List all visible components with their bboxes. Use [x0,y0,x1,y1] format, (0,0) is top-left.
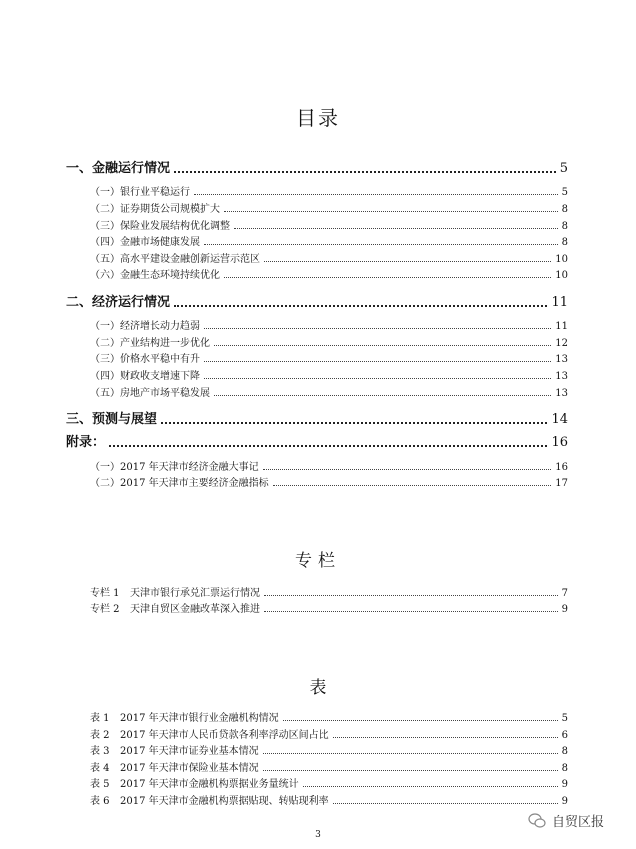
toc-item-label: （一）银行业平稳运行 [90,187,190,198]
table-item-label [90,759,259,774]
table-number: 表 1 [90,713,110,724]
leader-dots [263,469,552,470]
leader-dots [234,228,558,229]
column-item-label [90,584,260,599]
table-title: 2017 年天津市人民币贷款各利率浮动区间占比 [120,730,329,741]
leader-dots [224,211,558,212]
table-number: 表 5 [90,779,110,790]
leader-dots [174,171,556,173]
toc-item[interactable] [90,250,568,265]
toc-page-number: 13 [555,371,568,382]
toc-item-label: （二）2017 年天津市主要经济金融指标 [90,478,269,489]
toc-section-2[interactable] [66,291,568,310]
toc-page-number: 5 [559,161,568,176]
toc-item-label: （四）金融市场健康发展 [90,237,200,248]
toc-item[interactable] [90,350,568,365]
column-item[interactable] [90,600,568,615]
toc-page-number: 8 [561,746,568,757]
leader-dots [333,737,558,738]
toc-item-label: （二）证券期货公司规模扩大 [90,204,220,215]
toc-page-number: 16 [551,435,568,450]
toc-page-number: 17 [555,478,568,489]
toc-page-number: 5 [561,187,568,198]
table-number: 表 3 [90,746,110,757]
table-number: 表 4 [90,763,110,774]
toc-item-label: （三）价格水平稳中有升 [90,354,200,365]
leader-dots [264,261,551,262]
toc-page-number: 13 [555,388,568,399]
toc-page-number: 11 [555,321,568,332]
toc-page-number: 10 [555,254,568,265]
leader-dots [109,445,547,447]
table-item[interactable] [90,742,568,757]
table-title: 2017 年天津市银行业金融机构情况 [120,713,279,724]
column-number: 专栏 2 [90,604,120,615]
toc-item[interactable] [90,367,568,382]
column-number: 专栏 1 [90,588,120,599]
toc-item[interactable] [90,217,568,232]
toc-item[interactable] [90,384,568,399]
toc-page-number: 11 [551,295,568,310]
table-item[interactable] [90,759,568,774]
toc-page-number: 13 [555,354,568,365]
toc-item[interactable] [90,183,568,198]
toc-page-number: 16 [555,462,568,473]
column-item-label [90,600,260,615]
column-title: 天津市银行承兑汇票运行情况 [130,588,260,599]
table-item-label [90,726,329,741]
toc-page-number: 8 [561,221,568,232]
leader-dots [161,422,547,424]
toc-section-label: 二、经济运行情况 [66,295,171,310]
toc-appendix[interactable] [66,431,568,450]
table-title: 2017 年天津市保险业基本情况 [120,763,259,774]
toc-item[interactable] [90,317,568,332]
table-item-label [90,792,329,807]
leader-dots [204,244,558,245]
table-item[interactable] [90,709,568,724]
table-item-label [90,709,279,724]
leader-dots [204,361,551,362]
toc-item-label: （五）高水平建设金融创新运营示范区 [90,254,260,265]
chat-bubble-icon [528,813,546,829]
watermark [528,811,604,830]
toc-item[interactable] [90,200,568,215]
toc-item-label: （一）2017 年天津市经济金融大事记 [90,462,259,473]
leader-dots [204,378,551,379]
table-item[interactable] [90,792,568,807]
columns-title: 专栏 [295,551,341,571]
toc-section-3[interactable] [66,408,568,427]
leader-dots [174,305,547,307]
toc-page-number: 5 [561,713,568,724]
leader-dots [204,328,551,329]
leader-dots [224,277,551,278]
leader-dots [214,345,551,346]
leader-dots [264,595,558,596]
toc-item-label: （二）产业结构进一步优化 [90,338,210,349]
toc-item-label: （三）保险业发展结构优化调整 [90,221,230,232]
table-item[interactable] [90,726,568,741]
toc-page-number: 8 [561,204,568,215]
table-title: 2017 年天津市金融机构票据业务量统计 [120,779,299,790]
toc-page-number: 10 [555,270,568,281]
leader-dots [194,194,558,195]
column-item[interactable] [90,584,568,599]
toc-title: 目录 [296,106,340,130]
toc-page-number: 8 [561,763,568,774]
toc-section-label: 一、金融运行情况 [66,161,171,176]
toc-section-label: 三、预测与展望 [66,412,158,427]
leader-dots [263,770,558,771]
leader-dots [263,753,558,754]
toc-item[interactable] [90,474,568,489]
leader-dots [273,485,552,486]
toc-item[interactable] [90,458,568,473]
toc-item[interactable] [90,266,568,281]
toc-section-1[interactable] [66,157,568,176]
toc-item[interactable] [90,233,568,248]
table-item[interactable] [90,775,568,790]
table-item-label [90,775,299,790]
toc-page-number: 9 [561,604,568,615]
toc-item-label: （四）财政收支增速下降 [90,371,200,382]
tables-title: 表 [309,678,327,698]
table-title: 2017 年天津市证券业基本情况 [120,746,259,757]
column-title: 天津自贸区金融改革深入推进 [130,604,260,615]
table-item-label [90,742,259,757]
toc-item[interactable] [90,334,568,349]
toc-item-label: （五）房地产市场平稳发展 [90,388,210,399]
toc-page-number: 14 [551,412,568,427]
table-title: 2017 年天津市金融机构票据贴现、转贴现利率 [120,796,329,807]
page-number: 3 [315,830,321,840]
toc-item-label: （一）经济增长动力趋弱 [90,321,200,332]
toc-section-label: 附录： [66,435,106,450]
watermark-text: 自贸区报 [552,815,605,830]
table-number: 表 2 [90,730,110,741]
toc-page-number: 6 [561,730,568,741]
leader-dots [264,611,558,612]
leader-dots [283,720,558,721]
toc-item-label: （六）金融生态环境持续优化 [90,270,220,281]
toc-page-number: 9 [561,779,568,790]
toc-page-number: 8 [561,237,568,248]
leader-dots [333,803,558,804]
toc-page-number: 12 [555,338,568,349]
toc-page-number: 7 [561,588,568,599]
toc-page-number: 9 [561,796,568,807]
table-number: 表 6 [90,796,110,807]
leader-dots [303,786,558,787]
leader-dots [214,395,551,396]
